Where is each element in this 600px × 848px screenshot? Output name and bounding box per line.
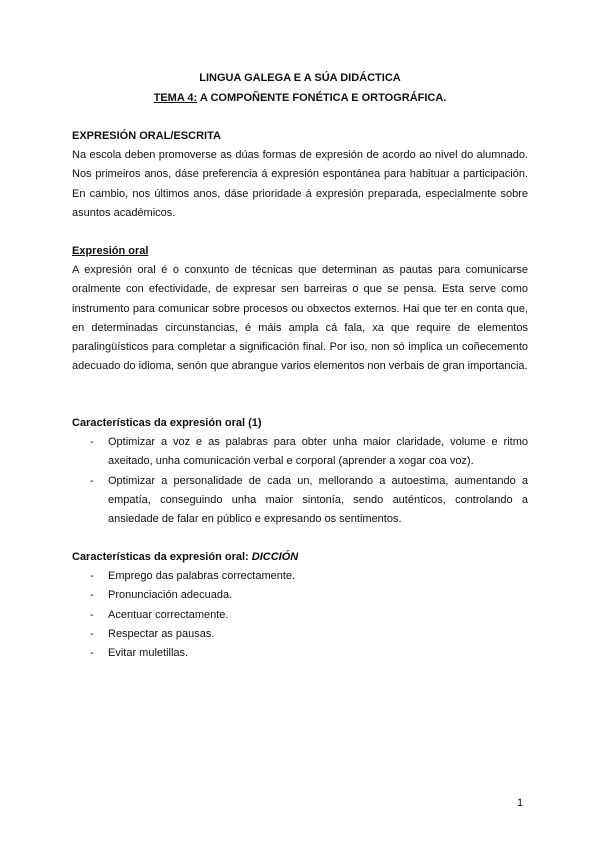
section-caracteristicas-1 — [72, 414, 528, 529]
document-title: LINGUA GALEGA E A SÚA DIDÁCTICA — [199, 72, 401, 84]
document-subtitle — [0, 92, 600, 104]
tema-title: A COMPOÑENTE FONÉTICA E ORTOGRÁFICA. — [197, 92, 447, 104]
list-item-text: Optimizar a voz e as palabras para obter unha maior claridade, volume e ritmo axeitado, unha comunicación verbal e corporal (aprender a xogar coa voz). — [108, 436, 528, 468]
list-item — [72, 606, 528, 625]
section-heading: EXPRESIÓN ORAL/ESCRITA — [72, 130, 221, 142]
section-expresion-oral-escrita — [72, 127, 528, 223]
bullet-dash: - — [90, 570, 94, 583]
list-item-text: Optimizar a personalidade de cada un, mellorando a autoestima, aumentando a empatía, conseguindo unha maior sintonía, sendo auténticos, controlando a ansiedade de falar en público e expresando os sentimentos. — [108, 474, 528, 526]
section-paragraph: Na escola deben promoverse as dúas formas de expresión de acordo ao nivel do alumnado. Nos primeiros anos, dáse preferencia á expresión espontánea para habituar a participación. En cambio, nos últimos anos, dáse prioridade á expresión preparada, especialmente sobre asuntos académicos. — [72, 149, 528, 219]
list-item-text: Acentuar correctamente. — [108, 608, 229, 621]
section-expresion-oral — [72, 242, 528, 376]
list-item-text: Evitar muletillas. — [108, 647, 189, 660]
tema-label: TEMA 4: — [153, 92, 198, 104]
list-item-text: Emprego das palabras correctamente. — [108, 570, 296, 583]
section-heading-emphasis: DICCIÓN — [251, 551, 299, 563]
section-heading — [72, 548, 528, 567]
bullet-dash: - — [90, 589, 94, 602]
list-item — [72, 625, 528, 644]
list-item — [72, 586, 528, 605]
list-item — [72, 644, 528, 663]
bullet-dash: - — [90, 608, 94, 621]
section-heading: Expresión oral — [72, 245, 149, 257]
bullet-dash: - — [90, 647, 94, 660]
bullet-dash: - — [90, 474, 94, 487]
list-item-text: Pronunciación adecuada. — [108, 589, 233, 602]
list-item — [72, 433, 528, 471]
section-caracteristicas-diccion — [72, 548, 528, 663]
page-number: 1 — [517, 797, 524, 809]
section-heading-text: Características da expresión oral: — [72, 551, 252, 563]
list-item — [72, 567, 528, 586]
bullet-dash: - — [90, 436, 94, 449]
list-item — [72, 472, 528, 530]
section-heading: Características da expresión oral (1) — [72, 417, 262, 429]
bullet-dash: - — [90, 627, 94, 640]
section-paragraph: A expresión oral é o conxunto de técnicas que determinan as pautas para comunicarse oralmente con efectividade, de expresar sen barreiras o que se pensa. Esta serve como instrumento para comunicar sobre procesos ou obxectos externos. Hai que ter en conta que, en determinadas circunstancias, é máis ampla cá fala, xa que require de elementos paralingüísticos para completar a significación final. Por iso, non só implica un coñecemento adecuado do idioma, senón que abrangue varios elementos non verbais de gran importancia. — [72, 264, 528, 373]
list-item-text: Respectar as pausas. — [108, 627, 215, 640]
